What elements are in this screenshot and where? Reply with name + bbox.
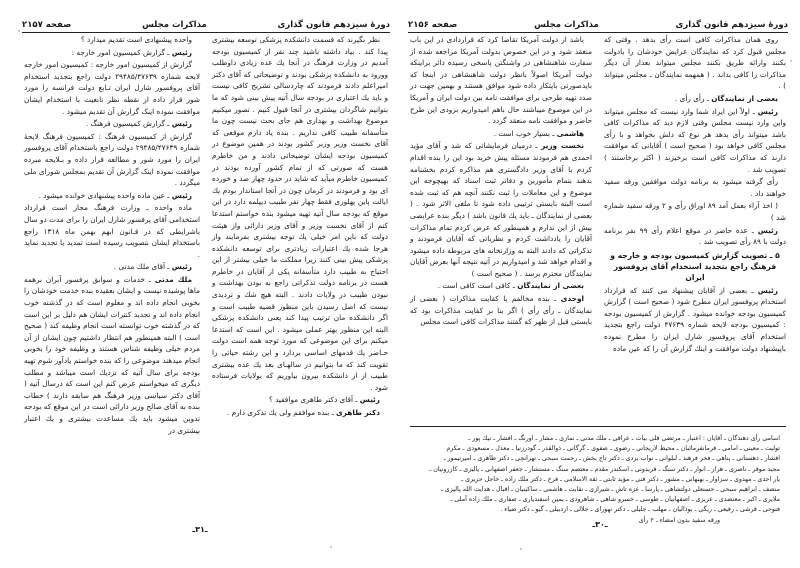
- speaker-name: بعضی از نمایندگان: [517, 281, 584, 291]
- paragraph-text: ـ کافی است کافی است .: [437, 281, 515, 291]
- speaker-name: اوحدی: [560, 294, 584, 304]
- paragraph-text: ـ رأی رأی .: [674, 93, 709, 103]
- speaker-name: هاشمی: [556, 128, 584, 138]
- paragraph-text: ـ گزارش کمیسیون امور خارجه :: [71, 47, 170, 57]
- text-paragraph: [604, 200, 786, 223]
- scan-speck: [790, 60, 792, 62]
- speech-paragraph: [604, 93, 786, 105]
- text-paragraph: [24, 202, 200, 260]
- right-page-columns: [410, 34, 786, 355]
- footnote-divider: [410, 426, 786, 427]
- speech-paragraph: [604, 285, 786, 355]
- voter-names-line: افشار ـ دهستانی ـ پناهی ـ فخر فرهند ـ لبلوانی ـ نواب یزدی ـ دکتر تاج بخش ـ رحمت سبحی ـ تهرانچی ـ دکتر طاهری ـ امیرتیمور ـ: [443, 455, 780, 463]
- paragraph-text: ـ بعضی از آقایان پیشنهاد می کنند که قرارداد استخدام پروفسور ایران مطرح شود ( صحیح است ) گزارش کمیسیون بودجه خوانده میشود . گزارش از کمیسیون بودجه : کمیسیون بودجه لایحه شماره ۴۷۶۳۹ دولت راجع بتجدید استخدام آقای پروفسور شارل ایران را مطرح نموده باپیشنهاد دولت موافقت و اینك گزارش آن را که عین ماده: [604, 285, 786, 353]
- page-folio: ـ۳۱ـ: [192, 525, 208, 534]
- paragraph-text: گزارش از کمیسیون امور خارجه : کمیسیون امور خارجه لایحه شماره ۲۹۴۸۵/۴۷۶۳۹ دولت راجع بتجدید استخدام آقای پروفسور شارل ایران تـابع دولت فرانسه را مورد شور قرار داده از نقطه نظر تابعیت با استخدام ایشان موافقت نموده اینک گزارش آن تقدیم میشود .: [24, 60, 200, 116]
- voter-names-line: فتوحی ـ قرشی ـ رفیعی ـ ریگی ـ بوذالیان ـ مهلب ـ جلیلی ـ دکتر نهورای ـ جلالی ـ اردبیلی ـ گیو ـ دکتر ضیاء .: [500, 506, 780, 514]
- paragraph-text: ( اخذ آراء بعمل آمد ۸۹ اوراق رأی و ۲ ورقه سفید شماره شد ): [604, 201, 786, 222]
- agenda-item-heading: ۵ ـ تصویب گزارش کمیسیون بودجه و خارجه و فرهنگ راجع بتجدید استخدام آقای پروفسور ایران: [610, 250, 780, 282]
- paragraph-text: ـ بسیار خوب است .: [493, 128, 555, 138]
- section-title: مذاکرات مجلس: [142, 20, 207, 30]
- left-page-right-column: [24, 34, 200, 437]
- paragraph-text: ـ گزارش کمیسیون فرهنگ .: [85, 119, 170, 129]
- speaker-name: بعضی از نمایندگان: [711, 93, 778, 103]
- voter-names-line: اسامی رأی دهندگان ـ آقایان : اعتبار ـ مرتضی قلی بیات ـ عراقی ـ ملك مدنی ـ نمازی ـ مشار ـ اورنگ ـ افشار ـ نیك پور ـ: [468, 435, 780, 442]
- right-page-left-column: [604, 34, 786, 355]
- scan-speck: [18, 30, 20, 32]
- text-paragraph: [24, 59, 200, 117]
- speaker-name: نخست وزیر: [541, 141, 584, 151]
- speech-paragraph: [410, 140, 592, 279]
- speaker-name: رئیس: [171, 190, 192, 200]
- paragraph-text: واحده پیشنهادی است تقدیم میدارد ؟: [80, 35, 192, 44]
- speech-paragraph: [24, 274, 200, 436]
- paragraph-text: رأی گرفته میشود به برنامه دولت موافقین ورقه سفید خواهند داد .: [604, 177, 786, 198]
- speech-paragraph: [212, 407, 388, 419]
- speech-paragraph: [410, 280, 592, 292]
- left-page-header: [22, 12, 390, 33]
- speaker-name: رئیس: [757, 225, 778, 235]
- voter-names-line: تولیت ـ معینی ـ امامی ـ فرمانفرمائیان ـ محیط لاریجانی ـ رضوی ـ صفوی ـ گرگانی ـ ذوالقدر ـ گودرزنیا ـ معدل ـ مسعودی ـ مکرم: [446, 445, 780, 453]
- paragraph-text: ـ آقای ملك مدنی .: [113, 262, 170, 272]
- right-page: [400, 0, 800, 568]
- scan-speck: [520, 548, 522, 550]
- text-paragraph: [604, 176, 786, 199]
- paragraph-text: ـ بنده موافقم ولی یك تذکری دارم .: [226, 408, 334, 417]
- voter-names-line: منصف ـ ابراهیم سبحی ـ حسنعلی دولتشاهی ـ پارسا ـ عزه تاش ـ شیرازی ـ نقابت ـ هاشمی ـ ساکینیان ـ اقبال ـ هدایت الله پالیزی ـ: [440, 486, 780, 494]
- paragraph-text: ماده واحده ـ وزارت فرهنگ مجاز است قرارداد استخدامی آقای پرفسور شارل ایران را برای مدت دو سال باشرایطی که در قـانون ابهم بهمن ماه ۱۳۱۸ راجع باستخدام ایشان بتصویب رسیده است تمدید یا تجدید نماید .: [24, 203, 200, 259]
- speech-paragraph: [24, 261, 200, 273]
- paragraph-text: ـ عده حاضر در موقع اعلام رأی ۹۹ نفر برنامه دولت با ۸۹ رأی تصویب شد .: [604, 225, 786, 247]
- voter-names-line: یار احدی ـ مهدوی ـ سزاوار ـ بهبهانی ـ مشور ـ دکتر فنی ـ مؤید ثابتی ـ ثقة الاسلامی ـ فرخ ـ دکتر ملك زاده ـ خاجل حریری ـ: [461, 475, 780, 483]
- paragraph-text: ـ درمیان فرمایشاتی که شد و آقای مؤید احمدی هم فرمودند مسئله پیش خرید بود این را بنده اقدام کردم با آقای وزیر دادگستری هم مذاکره کردم بخشنامه بدهند بتمام مأمورین و دفاتر ثبت اسناد که بهیچوجه این موضوع و این معاملات را ثبت نکنند آنچه هم که ثبت شده است البته بایستی ترتیبی داده شود تا ملغی الاثر شود . ( بعضی از نمایندگان ـ باید یك قانون باشد ) دیگر بنده عرایضی بیش از این ندارم و همینطور که عرض کردم تمام مذاکرات آقایان را یادداشت کردم و نظریاتی که آقایان فرمودند و تذکراتی که دادند البته به وزارتخانه های مربوطه داده میشود و اقدام خواهد شد و امیدواریم در آتیه نتیجه آنها بعرض آقایان نمایندگان محترم برسد . ( صحیح است ): [410, 141, 592, 278]
- speech-paragraph: [212, 394, 388, 406]
- right-page-right-column: [410, 34, 592, 355]
- speech-paragraph: [24, 118, 200, 130]
- page-label: صفحه ۲۱۵۶: [408, 20, 458, 30]
- paragraph-text: باشد از دولت آمریکا تقاضا کرد که قراردادی در این باب منعقد شود و در این خصوص بدولت آمریکا مراجعه شده از سفارت شاهنشاهی در واشنگتن پاسخی رسیده دائر براینکه دولت آمریکا اصولاً بانظر دولت شاهنشاهی در اینجا که بایدصورتی بایتکار داده شود موافق هستند و بهمین جهت در صدد تهیه طرحی برای موافقت نامه بین دولت ایران و آمریکا در این موضوع میباشند حال باهم امیدواریم بزودی این طرح حاضر و موافقت نامه منعقد گردد .: [410, 35, 592, 126]
- right-page-header: [408, 12, 788, 33]
- speech-paragraph: [604, 106, 786, 176]
- speaker-name: رئیس: [171, 119, 192, 129]
- paragraph-text: گزارش از کمیسیون فرهنگ : کمیسیون فرهنگ لایحهٔ شماره ۲۹۴۸۵/۴۷۶۳۹ دولت راجع باستخدام آقای پروفسور ایران را مورد شور و مطالعه قرار داده و بـلایحه مبرده موافقت نموده اینک گزارش آن تقدیم بمجلس شورای ملی میگردد .: [24, 131, 200, 188]
- paragraph-text: روی همان مذاکرات کافی است رأی بدهد . وقتی که مجلس قبول کرد که نمایندگان عرایض خودشان را بادولت بکنند وارائه طریق بکنند مجلس میتواند بعداز آن دیگر مذاکرات را کافی بداند . ( همهمه نمایندگان ـ مجلس میتواند ) .: [604, 35, 786, 91]
- speech-paragraph: [24, 47, 200, 59]
- speaker-name: ملك مدنی: [154, 274, 192, 284]
- left-page-left-column: [212, 34, 388, 437]
- speech-paragraph: [410, 293, 592, 328]
- page-label: صفحه ۲۱۵۷: [22, 20, 72, 30]
- blank-votes-line: ورقه سفید بدون امضاء ـ ۲ رأی: [638, 516, 720, 524]
- left-page-columns: [24, 34, 388, 437]
- text-paragraph: [604, 34, 786, 92]
- speech-paragraph: [24, 190, 200, 202]
- speaker-name: رئیس: [359, 395, 380, 405]
- scan-speck: [330, 546, 332, 548]
- section-title: مذاکرات مجلس: [534, 20, 599, 30]
- speech-paragraph: [604, 225, 786, 248]
- paragraph-text: ـ آقای دکتر طاهری موافقید ؟: [268, 395, 358, 405]
- speaker-name: رئیس: [171, 262, 192, 272]
- voter-names-line: مجید موقر ـ ناصری ـ هراز ـ انوار ـ دکتر سنگ ـ فریدونی ـ اسکندر مقدم ـ معتصم سنگ ـ مستشار ـ جعفر اصفهانی ـ یالیزی ـ کازرونیان ـ: [429, 465, 780, 473]
- voters-footnote: [416, 434, 780, 526]
- paragraph-text: نظر بگیرند که قسمت دانشکده پزشکی توسعه بیشتری پیدا کند . بیاد داشته باشید چند نفر از کمیسیون بودجه آمدیم در وزارت فرهنگ در آنجا یك عده زیادی داوطلب وورود به دانشکده پزشکی بودند و توضیحاتی که آقای دکتر امیراعلم دادند فرمودند که چاردسالی تشریح کافی نیست و باید یك اعتباری در بودجه سال آتیه پیش بینی شود که ما بتوانیم شاگردان بیشتری در آنجا قبول کنیم . تصور میکنیم موضوع بهداشت و بهداری هم جای بحث نیست چون ما متأسفانه طبیب کافی نداریم . بنده یاد دارم موقعی که آقای نخست وزیر وزیر کشور بودند در همین موضوع در کمیسیون بودجه ایشان توضیحاتی دادند و من خاطرم هست که صورتی که از تمام کشور آورده بودند در کمیسیون خاطرم میآید که شاید در حدود چهار صد و خورده ای بود و فرمودند در کرمان چون در آنجا استاندار بودم یك ایالت پاین پهلوری فقط چهار نفر طبیب دیپلمه دارد در این موقع که بودجه سال آتیه تهیه میشود بنده خواستم استدعا کنم از آقای نخست وزیر و آقای وزیر دارائی واز هیئت دولت که باین امر خیلی یك توجه بیشتری بفرمایند واز هرجا شده یك اعتبارات زیادتری برای توسعه دانشکده پزشکی پیش بینی کنند زیرا مملکت ما خیلی بیشتر از این احتیاج به طبیب دارد متأسفانه یکی از آقایان در خاطرم هست در برنامه دولت تذکراتی راجع به بودن بهداشت و نبودن طبیب در ولایات دادند . البته هیچ شك و تردیدی نیست که اصل رسیدن باین منظور قضیه طبیب است و اگر دانشکده مان ترتیب پیدا کند یعنی دانشکده پزشکی البته این منظور بهتر عملی میشود . این است که استدعا میکنم برای این موضوعی که مورد توجه همه است دولت حـاضر یك قدمهای اساسی بردارد و این رشته حیاتی را تقویت کند که ما بتوانیم در سالهـای بعد یك عده بیشتری طبیب از از دانشکده بیرون بیاوریم که بولایات فرستاده شود .: [212, 35, 388, 392]
- speaker-name: رئیس: [757, 285, 778, 295]
- text-paragraph: [24, 34, 200, 46]
- speaker-name: دکتر طاهری: [336, 408, 380, 417]
- text-paragraph: [212, 34, 388, 393]
- speaker-name: رئیس: [171, 47, 192, 57]
- journal-title: دورهٔ سیزدهم قانون گذاری: [277, 20, 390, 30]
- journal-title: دورهٔ سیزدهم قانون گذاری: [675, 20, 788, 30]
- paragraph-text: ـ بنده مخالفم با کفایت مذاکرات ( بعضی از نمایندگان ـ رأی رأی ) اگر بنا بر کفایت مذاکرات بود که بایستی قبل از ظهر که گفتند مذاکرات کافی است مجلس: [410, 294, 592, 327]
- text-paragraph: [410, 34, 592, 127]
- speech-paragraph: [410, 128, 592, 140]
- voter-names-line: ملایری ـ اکبر ـ معتضدی ـ عزیزی ـ اصفهانیان ـ طوسی ـ خسرو شاهی ـ شاهرودی ـ یمین اسفندیاری ـ صفاری ـ ملك زاده آملی ـ: [450, 496, 780, 504]
- page-folio: ـ۳۰ـ: [592, 520, 608, 529]
- paragraph-text: ـ عین ماده واحده پیشنهادی خوانده میشود .: [38, 190, 170, 200]
- speaker-name: رئیس: [757, 106, 778, 116]
- paragraph-text: ـ اولاً این ایراد شما وارد نیست که مجلس میتواند واین وارد نیست مجلس وقتی لازم دید که مذاکرات کافی باشد میتواند رأی بدهد هر نوع که دلش بخواهد و با رأی مجلس کافی خواهد بود ( صحیح است ) آقایانی که موافقت دارند که مذاکرات کافی است برخیزند ( اکثر برخاستند ) تصویب شد .: [604, 106, 786, 174]
- text-paragraph: [24, 131, 200, 189]
- paragraph-text: ـ خدمات و سوابق پرفسور آبران برهمه ماها پوشیده نیست و ایشان بعقیده بنده خدمت خودشان را بخوبی انجام داده اند و معلوم است که در گذشته خوب انجام داده اند و تجدید کنترات ایشان هم دلیل بر این است که در گذشته خوب توانسته است انجام وظیفه کند ( صحیح است ) البته همینطور هم انتظار داشتیم چون ایشان از آن مردم خیلی وظیفه شناس هستند و وظیفه خود را بخوبی انجام میدهند موضوعی را که بنده خواستم یادآور شوم تهیه بودجه برای سال آتیه که نزدیك است میباشد و مطلب دیگری که میخواستم عرض کنم این است که درسال آتیه ( آقای دکتر سیاسی وزیر فرهنگ هم سابقه دارند ) خطاب بنده به آقای صالح وزیر دارائی است در این موقع که بودجه تدوین میشود باید یك مساعدت بیشتری و یك اعتبار بیشتری در: [24, 274, 200, 435]
